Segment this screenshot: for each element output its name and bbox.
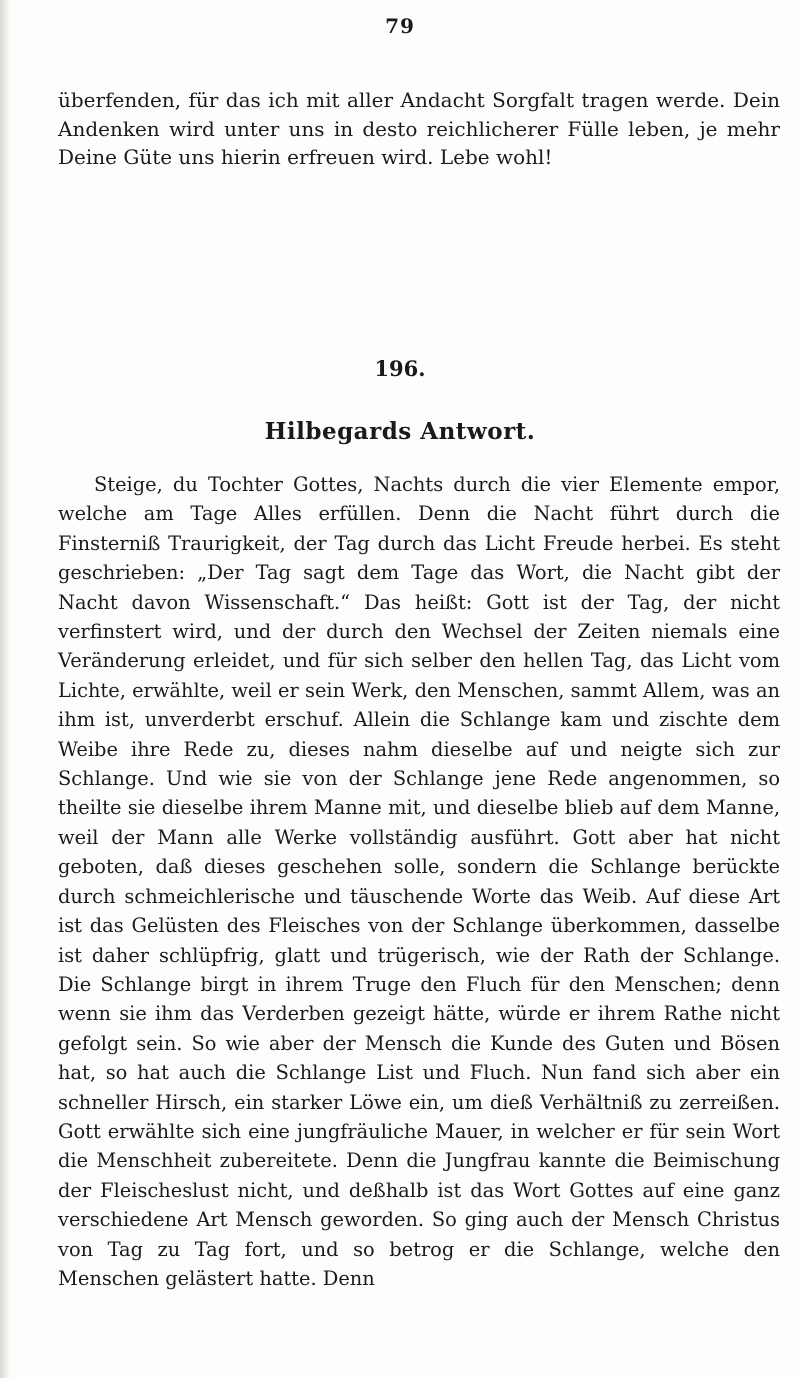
letter-body xyxy=(58,470,780,1293)
page-number: 79 xyxy=(385,14,415,38)
letter-body-text: Steige, du Tochter Gottes, Nachts durch die vier Elemente empor, welche am Tage Alles erfüllen. Denn die Nacht führt durch die Finsterniß Traurigkeit, der Tag durch das Licht Freude herbei. Es steht geschrieben: „Der Tag sagt dem Tage das Wort, die Nacht gibt der Nacht davon Wissenschaft.“ Das heißt: Gott ist der Tag, der nicht verfinstert wird, und der durch den Wechsel der Zeiten niemals eine Veränderung erleidet, und für sich selber den hellen Tag, das Licht vom Lichte, erwählte, weil er sein Werk, den Menschen, sammt Allem, was an ihm ist, unverderbt erschuf. Allein die Schlange kam und zischte dem Weibe ihre Rede zu, dieses nahm dieselbe auf und neigte sich zur Schlange. Und wie sie von der Schlange jene Rede angenommen, so theilte sie dieselbe ihrem Manne mit, und dieselbe blieb auf dem Manne, weil der Mann alle Werke vollständig ausführt. Gott aber hat nicht geboten, daß dieses geschehen solle, sondern die Schlange berückte durch schmeichlerische und täuschende Worte das Weib. Auf diese Art ist das Gelüsten des Fleisches von der Schlange überkommen, dasselbe ist daher schlüpfrig, glatt und trügerisch, wie der Rath der Schlange. Die Schlange birgt in ihrem Truge den Fluch für den Menschen; denn wenn sie ihm das Verderben gezeigt hätte, würde er ihrem Rathe nicht gefolgt sein. So wie aber der Mensch die Kunde des Guten und Bösen hat, so hat auch die Schlange List und Fluch. Nun fand sich aber ein schneller Hirsch, ein starker Löwe ein, um dieß Verhältniß zu zerreißen. Gott erwählte sich eine jungfräuliche Mauer, in welcher er für sein Wort die Menschheit zubereitete. Denn die Jungfrau kannte die Beimischung der Fleischeslust nicht, und deßhalb ist das Wort Gottes auf eine ganz verschiedene Art Mensch geworden. So ging auch der Mensch Christus von Tag zu Tag fort, und so betrog er die Schlange, welche den Menschen gelästert hatte. Denn xyxy=(58,473,780,1290)
page-gutter-shadow xyxy=(0,0,10,1378)
continued-paragraph xyxy=(58,86,780,172)
letter-title: Hilbegards Antwort. xyxy=(264,418,536,445)
letter-number: 196. xyxy=(374,356,426,381)
continued-paragraph-text: überfenden, für das ich mit aller Andacht Sorgfalt tragen werde. Dein Andenken wird unter uns in desto reichlicherer Fülle leben, je mehr Deine Güte uns hierin erfreuen wird. Lebe wohl! xyxy=(58,88,780,170)
